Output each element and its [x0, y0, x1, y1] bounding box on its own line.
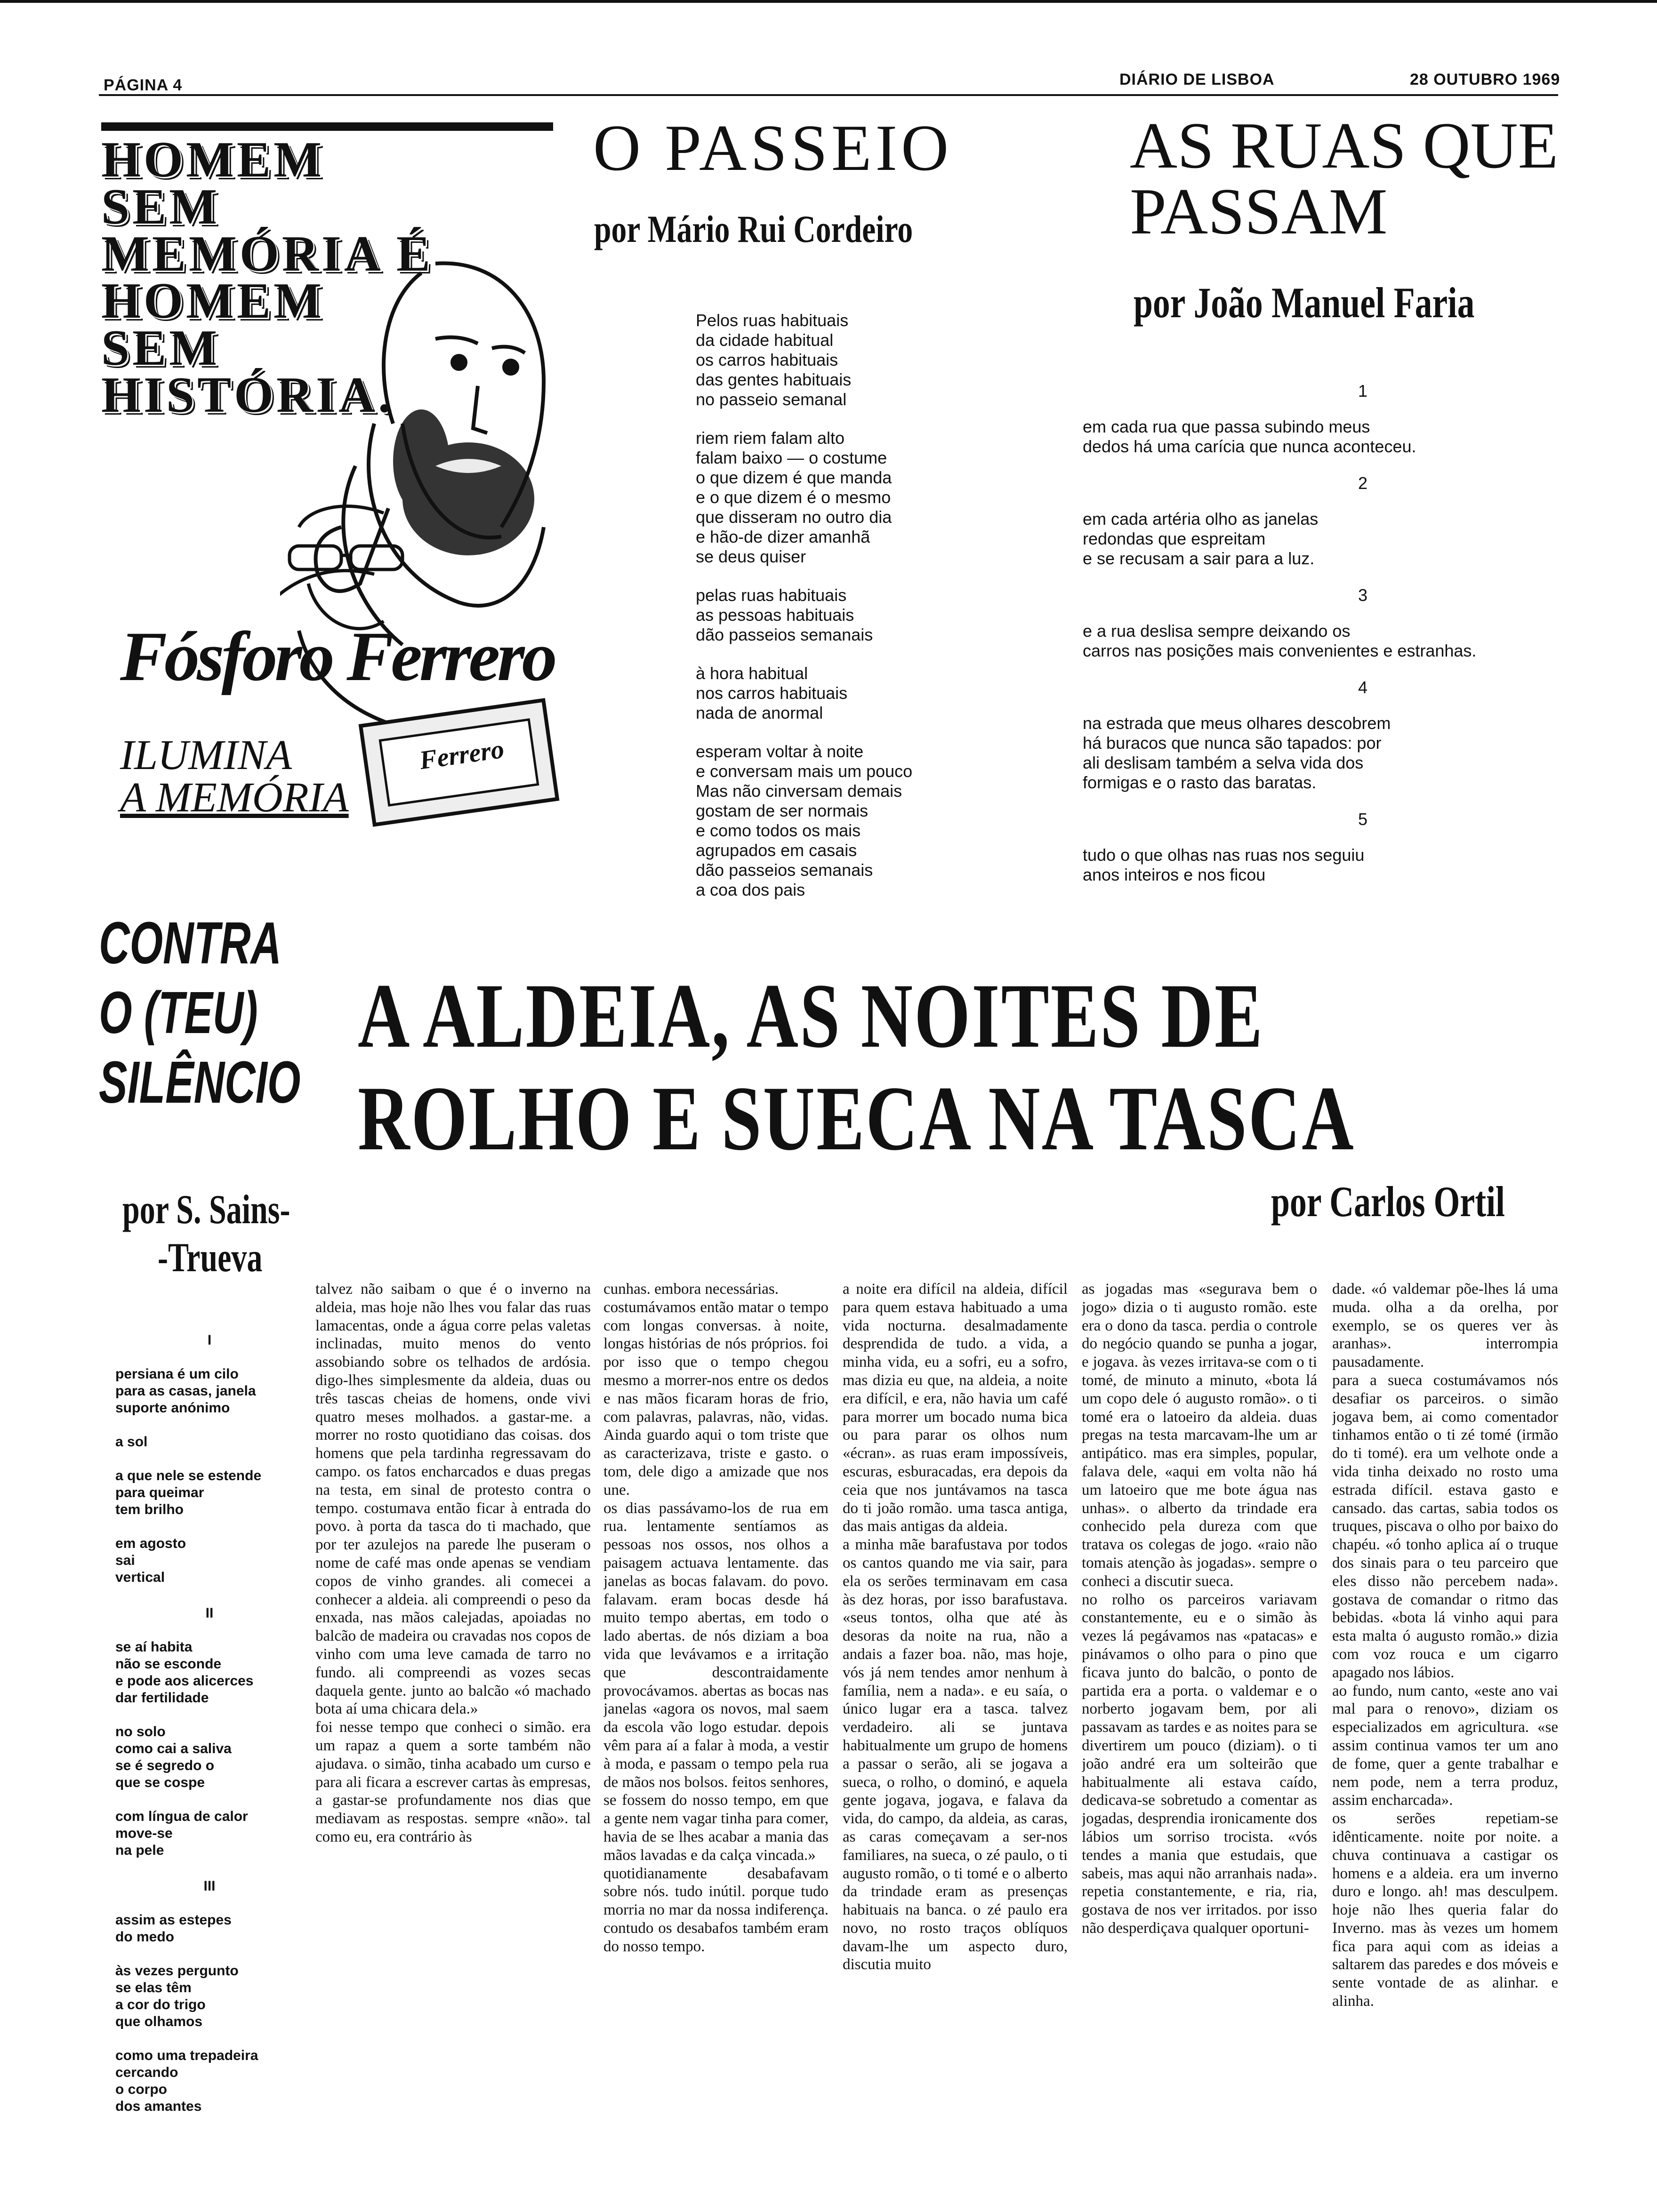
contra-title-line1: CONTRA: [99, 910, 282, 976]
advertisement: [101, 122, 572, 847]
aldeia-column-1: talvez não saibam o que é o inverno na aldeia, mas hoje não lhes vou falar das ruas lamacentas, onde a água corre pelas valetas inclinadas, muito menos do vento assobiando sobre os telhados de ardósia. digo-lhes simplesmente da aldeia, duas ou três tascas cheias de homens, onde vivi quatro meses molhados. a gastar-me. a morrer no rosto quotidiano das coisas. dos homens que pela tardinha regressavam do campo. os fatos encharcados e duas pregas na testa, em sinal de protesto contra o tempo. costumava então ficar à entrada do povo. à porta da tasca do ti machado, que por ter azulejos na parede lhe puseram o nome de café mas onde apenas se vendiam copos de vinho grandes. ali comecei a conhecer a aldeia. ali compreendi o peso da enxada, nas mãos calejadas, apoiadas no balcão de madeira ou cravadas nos copos de vinho com uma leve camada de tarro no fundo. ali compreendi as vozes secas daquela gente. junto ao balcão «ó machado bota aí uma chicara dela.» foi nesse tempo que conheci o simão. era um rapaz a quem a sorte também não ajudava. o simão, tinha acabado um curso e para ali ficara a escrever cartas às empresas, a gastar-se profundamente nos dias que mediavam as respostas. sempre «não». tal como eu, era contrário às: [315, 1281, 591, 1845]
ad-slogan: [120, 734, 349, 819]
ruas-section-number: 1: [1358, 381, 1368, 401]
aldeia-byline: por Carlos Ortil: [1271, 1178, 1505, 1226]
contra-poem: [115, 1332, 304, 2115]
ruas-byline: por João Manuel Faria: [1134, 279, 1475, 327]
passeio-stanza: à hora habitual nos carros habituais nada de anormal: [696, 664, 848, 722]
header-rule: [99, 94, 1558, 96]
aldeia-column-5: dade. «ó valdemar põe-lhes lá uma muda. olha a da orelha, por exemplo, se os queres ver às aranhas». interrompia pausadamente. para a sueca costumávamos nós desafiar os parceiros. o simão jogava bem, ai como comentador tinhamos então o ti zé tomé (irmão do ti tomé). era um velhote onde a vida tinha deixado no rosto uma estrada difícil. estava gasto e cansado. das cartas, sabia todos os truques, piscava o olho por baixo do chapéu. «ó tonho aplica aí o truque dos sinais para o teu parceiro que eles disso não percebem nada». gostava de comandar o ritmo das bebidas. «bota lá vinho aqui para esta malta ó augusto romão.» dizia com voz rouca e um cigarro apagado nos lábios. ao fundo, num canto, «este ano vai mal para o renovo», diziam os especializados em agricultura. «se assim continua vamos ter um ano de fome, quer a gente trabalhar e nem pode, nem a terra produz, assim encharcada». os serões repetiam-se idênticamente. noite por noite. a chuva continuava a castigar os homens e a aldeia. era um inverno duro e longo. ah! mas desculpem. hoje não lhes queria falar do Inverno. mas às vezes um homem fica para aqui com as ideias a saltarem das paredes e dos móveis e sente vontade de as alinhar. e alinha.: [1332, 1281, 1558, 2010]
passeio-stanza: esperam voltar à noite e conversam mais um pouco Mas não cinversam demais gostam de ser normais e como todos os mais agrupados em casais dão passeios semanais a coa dos pais: [696, 742, 913, 899]
contra-title-line3: SILÊNCIO: [99, 1049, 301, 1115]
contra-byline-line2: -Trueva: [158, 1235, 263, 1281]
newspaper-name: DIÁRIO DE LISBOA: [1119, 71, 1275, 88]
aldeia-headline-line1: A ALDEIA, AS NOITES DE: [358, 965, 1264, 1067]
ruas-section-number: 5: [1358, 809, 1368, 829]
ruas-title-line1: AS RUAS QUE: [1130, 109, 1559, 182]
contra-byline-line1: por S. Sains-: [122, 1187, 290, 1233]
ad-top-rule: [101, 122, 553, 131]
ruas-section-text: na estrada que meus olhares descobrem há buracos que nunca são tapados: por ali deslisam também a selva vida dos formigas e o rasto das baratas.: [1083, 713, 1391, 792]
contra-part-text: persiana é um cilo para as casas, janela suporte anónimo a sol a que nele se estende para queimar tem brilho em agosto sai vertical: [115, 1366, 262, 1585]
issue-date: 28 OUTUBRO 1969: [1410, 71, 1560, 88]
contra-part-number: I: [207, 1332, 212, 1348]
aldeia-column-4: as jogadas mas «segurava bem o jogo» dizia o ti augusto romão. este era o dono da tasca. perdia o controle do negócio quando se punha a jogar, e jogava. às vezes irritava-se com o ti tomé, de minuto a minuto, «bota lá um copo dele ó augusto romão». o ti tomé era o latoeiro da aldeia. duas pregas na testa marcavam-lhe um ar antipático. mas era simples, popular, falava dele, «aqui em volta não há um latoeiro que me bote água nas unhas». o alberto da trindade era conhecido pela dureza com que tratava os colegas de jogo. «raio não tomais atenção às jogadas». sempre o conheci a discutir sueca. no rolho os parceiros variavam constantemente, eu e o simão às vezes lá pegávamos nas «patacas» e pinávamos o olho para o pino que ficava junto do balcão, o ponto de partida era a porta. o valdemar e o norberto jogavam bem, por ali passavam as tardes e as noites para se divertirem um pouco (diziam). o ti joão andré era um solteirão que habitualmente ali estava caído, dedicava-se sobretudo a comentar as jogadas, desprendia ironicamente dos lábios um sorriso trocista. «vós tendes a mania que estudais, que sabeis, mas aqui não arranhais nada». repetia constantemente, e ria, ria, gostava de nos ver irritados. por isso não desperdiçava qualquer oportuni-: [1082, 1281, 1317, 1937]
ruas-section-number: 4: [1358, 678, 1368, 697]
ad-slogan-line2: A MEMÓRIA: [120, 774, 349, 821]
passeio-stanza: pelas ruas habituais as pessoas habituais dão passeios semanais: [696, 585, 873, 644]
ruas-section-number: 3: [1358, 585, 1368, 605]
passeio-byline: por Mário Rui Cordeiro: [594, 208, 913, 250]
contra-part-number: II: [205, 1605, 214, 1621]
ad-slogan-line1: ILUMINA: [120, 732, 292, 778]
aldeia-headline: [358, 965, 1355, 1170]
top-border: [0, 0, 1657, 3]
passeio-stanza: riem riem falam alto falam baixo — o costume o que dizem é que manda e o que dizem é o mesmo que disseram no outro dia e hão-de dizer amanhã se deus quiser: [696, 428, 892, 566]
page-number: PÁGINA 4: [104, 76, 183, 94]
ruas-section-text: e a rua deslisa sempre deixando os carros nas posições mais convenientes e estranhas.: [1083, 621, 1477, 660]
matchbox-label: Ferrero: [418, 734, 506, 776]
ruas-section-text: em cada artéria olho as janelas redondas que espreitam e se recusam a sair para a luz.: [1083, 509, 1319, 568]
contra-part-text: se aí habita não se esconde e pode aos alicerces dar fertilidade no solo como cai a saliva se é segredo o que se cospe com língua de calor move-se na pele: [115, 1639, 254, 1858]
ruas-section-text: tudo o que olhas nas ruas nos seguiu anos inteiros e nos ficou: [1083, 845, 1365, 884]
ruas-section-number: 2: [1358, 473, 1368, 493]
ruas-poem: [1083, 381, 1558, 885]
ad-headline: HOMEM SEM MEMÓRIA É HOMEM SEM HISTÓRIA.: [101, 132, 434, 423]
passeio-stanza: Pelos ruas habituais da cidade habitual os carros habituais das gentes habituais no passeio semanal: [696, 311, 852, 409]
passeio-poem: [696, 311, 1054, 919]
contra-title: [99, 908, 300, 1117]
contra-part-number: III: [203, 1878, 216, 1894]
ruas-title-line2: PASSAM: [1130, 175, 1388, 248]
contra-byline: [122, 1186, 290, 1282]
ruas-section-text: em cada rua que passa subindo meus dedos há uma carícia que nunca aconteceu.: [1083, 417, 1416, 456]
ruas-title: [1130, 109, 1559, 248]
contra-title-line2: O (TEU): [99, 979, 258, 1046]
contra-part-text: assim as estepes do medo às vezes pergunto se elas têm a cor do trigo que olhamos como uma trepadeira cercando o corpo dos amantes: [115, 1912, 258, 2114]
ad-brand: Fósforo Ferrero: [120, 617, 555, 696]
aldeia-headline-line2: ROLHO E SUECA NA TASCA: [358, 1067, 1355, 1170]
aldeia-column-2: cunhas. embora necessárias. costumávamos então matar o tempo com longas conversas. à noite, longas histórias de nós próprios. foi por isso que o tempo chegou mesmo a morrer-nos entre os dedos e nas mãos ficaram horas de frio, com palavras, palavras, não, vidas. Ainda guardo aqui o tom triste que as caracterizava, triste e gasto. o tom, dele digo a amizade que nos une. os dias passávamo-los de rua em rua. lentamente sentíamos as pessoas nos ossos, nos olhos a paisagem actuava lentamente. das janelas as bocas falavam. do povo. falavam. eram bocas desde há muito tempo abertas, em todo o lado abertas. de nós diziam a boa vida que levávamos e a irritação que descontraidamente provocávamos. abertas as bocas nas janelas «agora os novos, mal saem da escola vão logo estudar. depois vêm para aí a falar à moda, a vestir à moda, e passam o tempo pela rua de mãos nos bolsos. feitos senhores, se fossem do nosso tempo, em que a gente nem vagar tinha para comer, havia de se lhes acabar a mania das mãos lavadas e da calça vincada.» quotidianamente desabafavam sobre nós. tudo inútil. porque tudo morria no mar da nossa indiferença. contudo os desabafos também eram do nosso tempo.: [603, 1281, 828, 1955]
passeio-title: O PASSEIO: [593, 112, 953, 184]
aldeia-column-3: a noite era difícil na aldeia, difícil para quem estava habituado a uma vida nocturna. desalmadamente desprendida de tudo. a vida, a minha vida, eu a sofri, eu a sofro, mas dizia eu que, na aldeia, a noite era difícil, e era, não havia um café para morrer um bocado numa bica ou para parar os olhos num «écran». as ruas eram impossíveis, escuras, esburacadas, era depois da ceia que nos juntávamos na tasca do ti joão romão. uma tasca antiga, das mais antigas da aldeia. a minha mãe barafustava por todos os cantos quando me via sair, para ela os serões terminavam em casa às dez horas, por isso barafustava. «seus tontos, olha que até às desoras da noite na rua, não a andais a fazer boa. não, mas hoje, vós já nem tendes amor nenhum à família, nem a nada». e eu saía, o único lugar era a tasca. talvez verdadeiro. ali se juntava habitualmente um grupo de homens a passar o serão, ali se jogava a sueca, o rolho, o dominó, e aquela gente jogava, jogava, e falava da vida, do campo, da aldeia, as caras, as caras começavam a ser-nos familiares, na sueca, o zé paulo, o ti augusto romão, o ti tomé e o alberto da trindade eram as presenças habituais na banca. o zé paulo era novo, no rosto traços oblíquos davam-lhe um aspecto duro, discutia muito: [843, 1281, 1068, 1973]
